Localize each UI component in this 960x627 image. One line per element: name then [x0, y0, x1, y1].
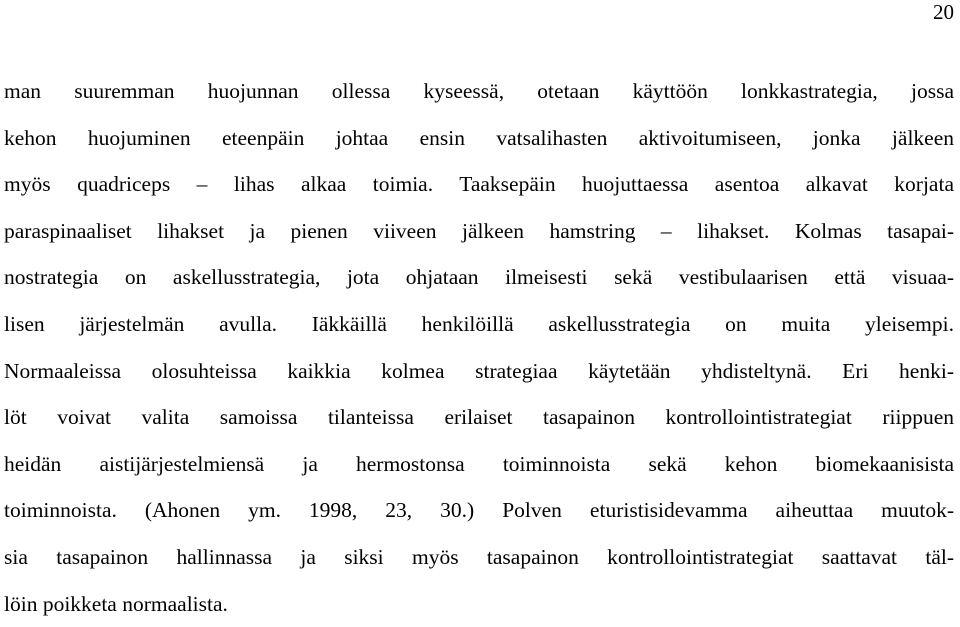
paragraph-line-6: lisen järjestelmän avulla. Iäkkäillä henkilöillä askellusstrategia on muita yleisempi.	[4, 311, 954, 336]
paragraph-line-10: toiminnoista. (Ahonen ym. 1998, 23, 30.) Polven eturistisidevamma aiheuttaa muutok-	[4, 498, 954, 523]
paragraph-line-8: löt voivat valita samoissa tilanteissa erilaiset tasapainon kontrollointistrategiat riippuen	[4, 405, 954, 430]
paragraph-line-2: kehon huojuminen eteenpäin johtaa ensin vatsalihasten aktivoitumiseen, jonka jälkeen	[4, 125, 954, 150]
paragraph-line-4: paraspinaaliset lihakset ja pienen viiveen jälkeen hamstring – lihakset. Kolmas tasapai-	[4, 218, 954, 243]
paragraph-line-11: sia tasapainon hallinnassa ja siksi myös tasapainon kontrollointistrategiat saattavat täl-	[4, 544, 954, 569]
paragraph-line-7: Normaaleissa olosuhteissa kaikkia kolmea strategiaa käytetään yhdisteltynä. Eri henki-	[4, 358, 954, 383]
paragraph-line-1: man suuremman huojunnan ollessa kyseessä, otetaan käyttöön lonkkastrategia, jossa	[4, 79, 954, 103]
page-number: 20	[933, 0, 954, 24]
body-paragraph	[4, 68, 954, 627]
paragraph-line-5: nostrategia on askellusstrategia, jota ohjataan ilmeisesti sekä vestibulaarisen että visuaa-	[4, 265, 954, 290]
paragraph-line-12: löin poikketa normaalista.	[4, 591, 228, 616]
paragraph-line-9: heidän aistijärjestelmiensä ja hermostonsa toiminnoista sekä kehon biomekaanisista	[4, 451, 954, 476]
paragraph-line-3: myös quadriceps – lihas alkaa toimia. Taaksepäin huojuttaessa asentoa alkavat korjata	[4, 172, 954, 197]
